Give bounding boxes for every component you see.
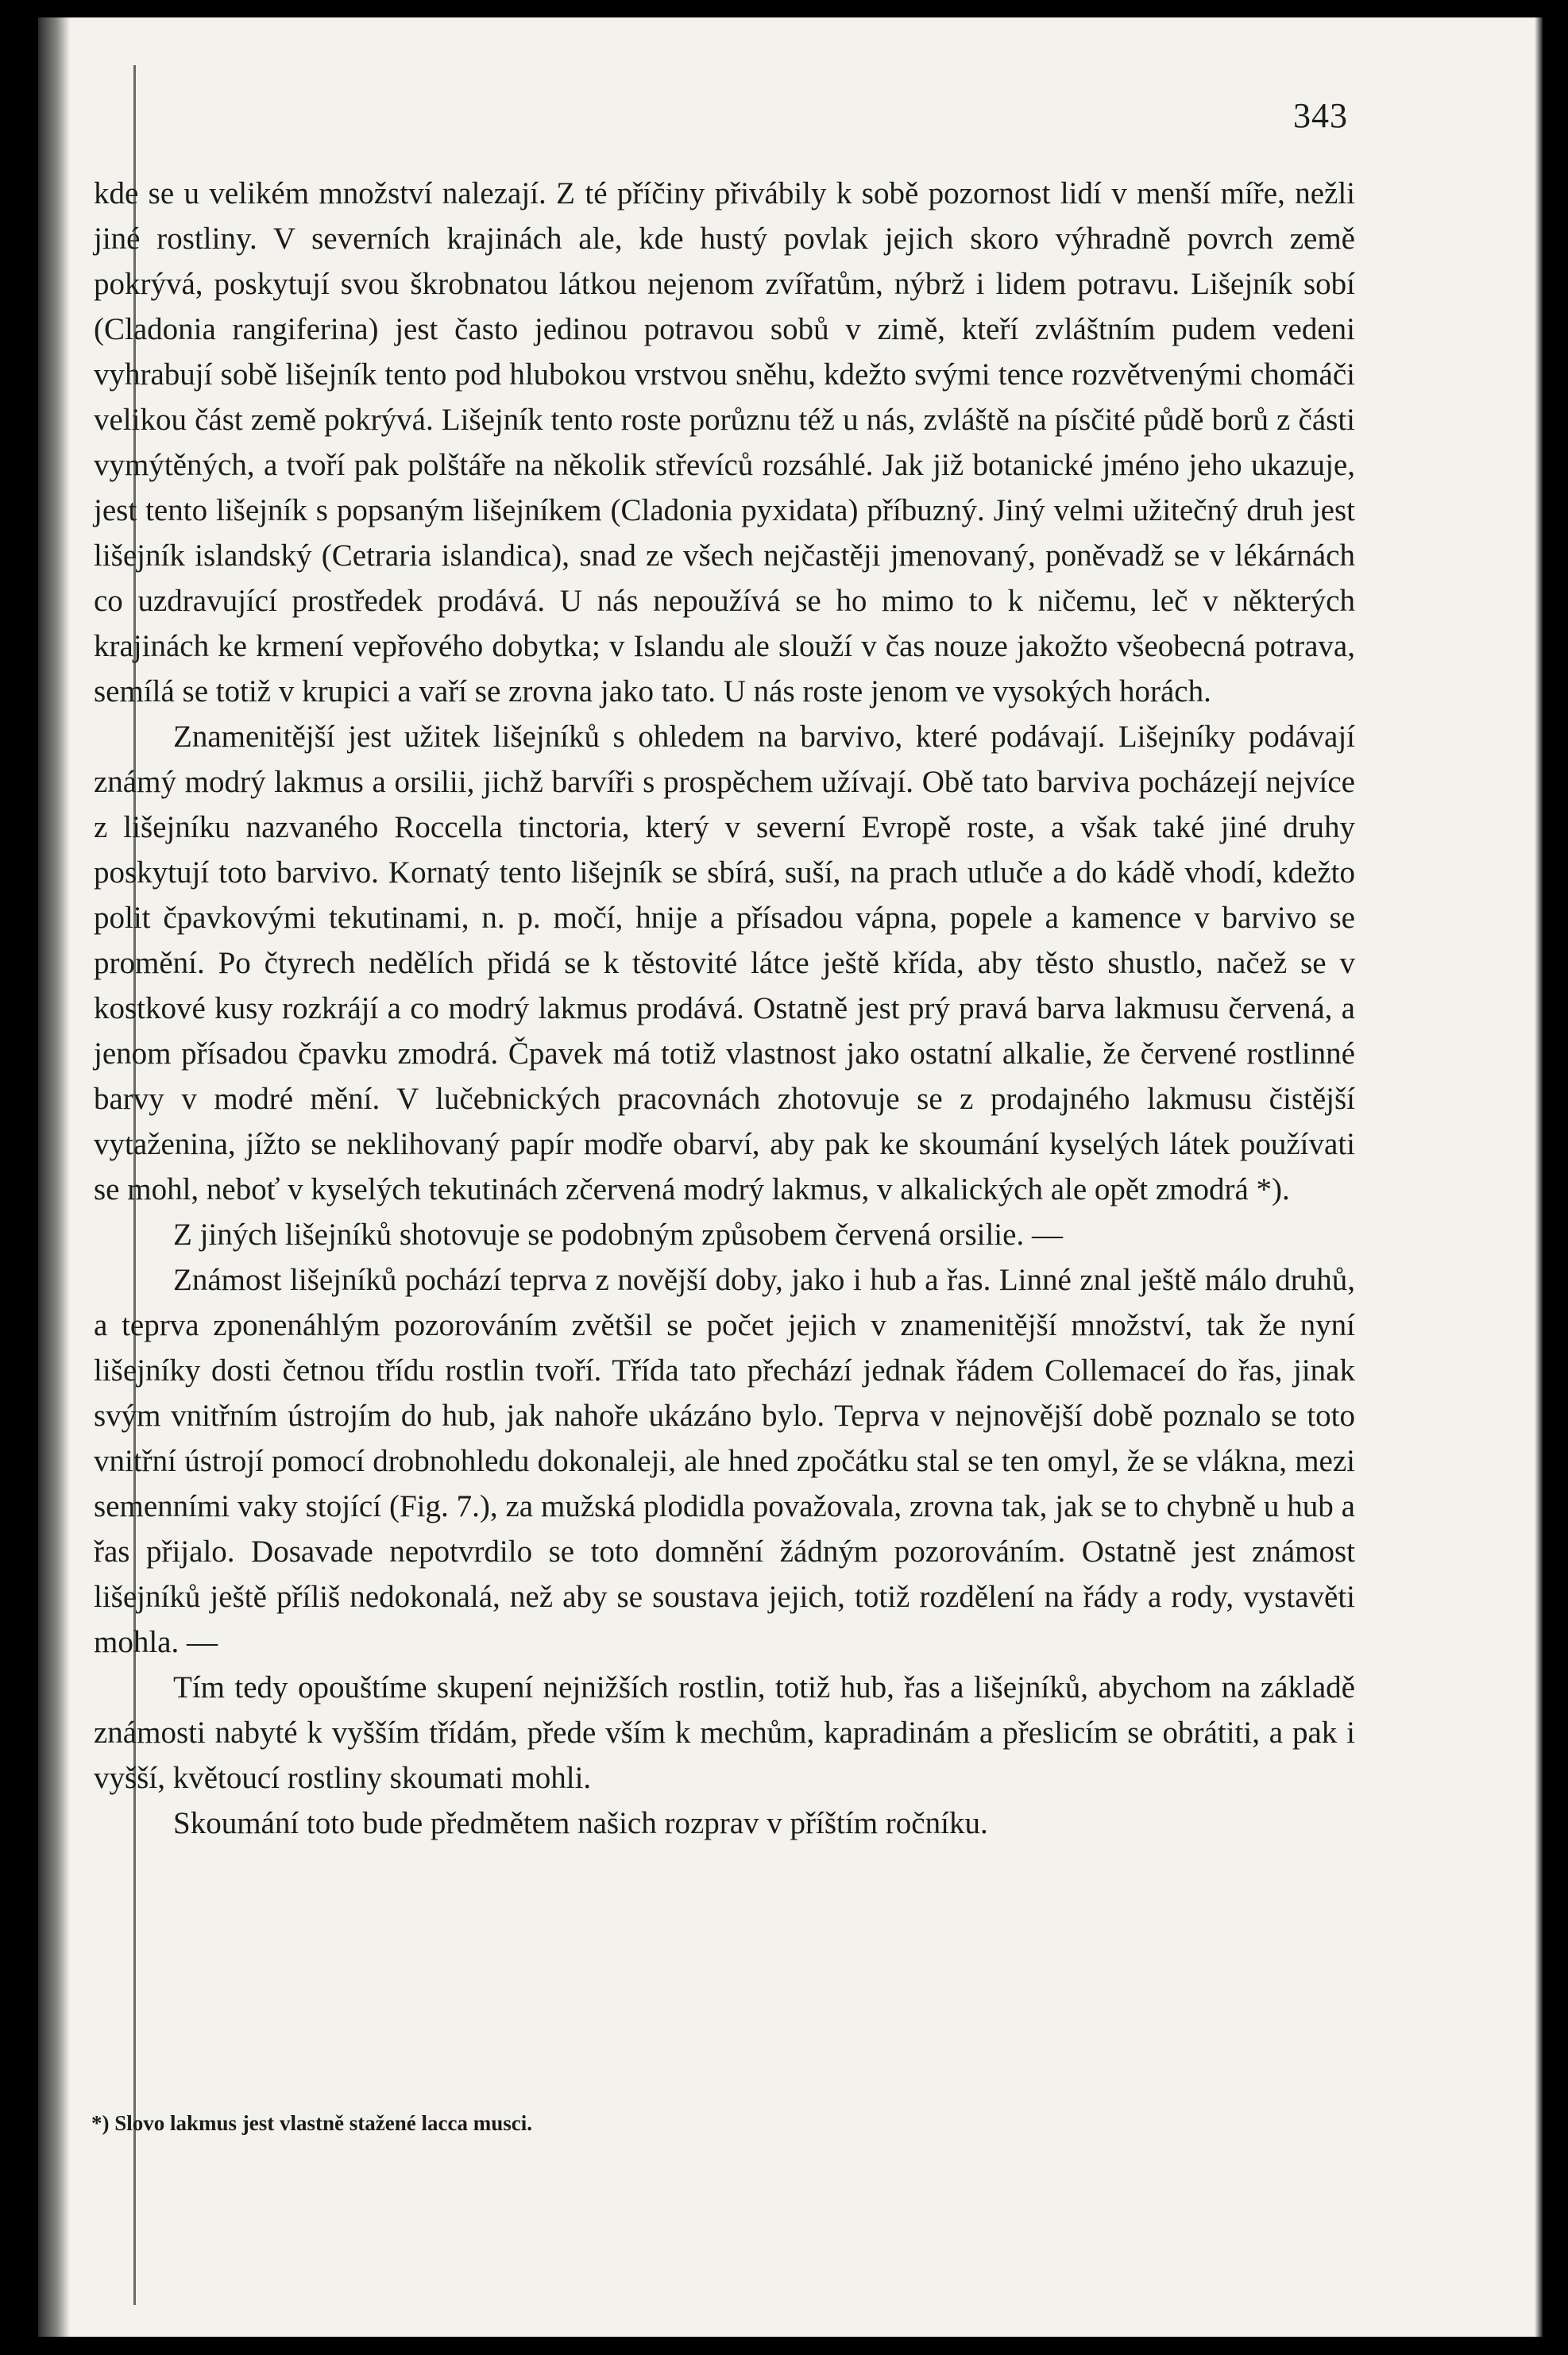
paragraph-dyes: Znamenitější jest užitek lišejníků s ohledem na barvivo, které podávají. Lišejníky podávají známý modrý lakmus a orsilii, jichž barvíři s prospěchem užívají. Obě tato barviva pocházejí nejvíce z lišejníku nazvaného Roccella tinctoria, který v severní Evropě roste, a však také jiné druhy poskytují toto barvivo. Kornatý tento lišejník se sbírá, suší, na prach utluče a do kádě vhodí, kdežto polit čpavkovými tekutinami, n. p. močí, hnije a přísadou vápna, popele a kamence v barvivo se promění. Po čtyrech nedělích přidá se k těstovité látce ještě křída, aby těsto shustlo, načež se v kostkové kusy rozkrájí a co modrý lakmus prodává. Ostatně jest prý pravá barva lakmusu červená, a jenom přísadou čpavku zmodrá. Čpavek má totiž vlastnost jako ostatní alkalie, že červené rostlinné barvy v modré mění. V lučebnických pracovnách zhotovuje se z prodajného lakmusu čistější vytaženina, jížto se neklihovaný papír modře obarví, aby pak ke skoumání kyselých látek používati se mohl, neboť v kyselých tekutinách zčervená modrý lakmus, v alkalických ale opět zmodrá *). <box>94 720 1355 1206</box>
binding-shadow <box>38 17 70 2337</box>
paragraph-knowledge: Známost lišejníků pochází teprva z novější doby, jako i hub a řas. Linné znal ještě málo druhů, a teprva zponenáhlým pozorováním zvětšil se počet jejich v znamenitější množství, tak že nyní lišejníky dosti četnou třídu rostlin tvoří. Třída tato přechází jednak řádem Collemaceí do řas, jinak svým vnitřním ústrojím do hub, jak nahoře ukázáno bylo. Teprva v nejnovější době poznalo se toto vnitřní ústrojí pomocí drobnohledu dokonaleji, ale hned zpočátku stal se ten omyl, že se vlákna, mezi semenními vaky stojící (Fig. 7.), za mužská plodidla považovala, zrovna tak, jak se to chybně u hub a řas přijalo. Dosavade nepotvrdilo se toto domnění žádným pozorováním. Ostatně jest známost lišejníků ještě příliš nedokonalá, než aby se soustava jejich, totiž rozdělení na řády a rody, vystavěti mohla. — <box>94 1263 1355 1659</box>
paragraph-transition: Tím tedy opouštíme skupení nejnižších rostlin, totiž hub, řas a lišejníků, abychom na základě známosti nabyté k vyšším třídám, přede vším k mechům, kapradinám a přeslicím se obrátiti, a pak i vyšší, květoucí rostliny skoumati mohli. <box>94 1670 1355 1795</box>
page-number: 343 <box>1293 96 1348 135</box>
body-text <box>94 171 1355 1846</box>
paragraph-lichens-food: kde se u velikém množství nalezají. Z té příčiny přivábily k sobě pozornost lidí v menší míře, nežli jiné rostliny. V severních krajinách ale, kde hustý povlak jejich skoro výhradně povrch země pokrývá, poskytují svou škrobnatou látkou nejenom zvířatům, nýbrž i lidem potravu. Lišejník sobí (Cladonia rangiferina) jest často jedinou potravou sobů v zimě, kteří zvláštním pudem vedeni vyhrabují sobě lišejník tento pod hlubokou vrstvou sněhu, kdežto svými tence rozvětvenými chomáči velikou část země pokrývá. Lišejník tento roste porůznu též u nás, zvláště na písčité půdě borů z části vymýtěných, a tvoří pak polštáře na několik střevíců rozsáhlé. Jak již botanické jméno jeho ukazuje, jest tento lišejník s popsaným lišejníkem (Cladonia pyxidata) příbuzný. Jiný velmi užitečný druh jest lišejník islandský (Cetraria islandica), snad ze všech nejčastěji jmenovaný, poněvadž se v lékárnách co uzdravující prostředek prodává. U nás nepoužívá se ho mimo to k ničemu, leč v některých krajinách ke krmení vepřového dobytka; v Islandu ale slouží v čas nouze jakožto všeobecná potrava, semílá se totiž v krupici a vaří se zrovna jako tato. U nás roste jenom ve vysokých horách. <box>94 176 1355 708</box>
paragraph-closing: Skoumání toto bude předmětem našich rozprav v příštím ročníku. <box>173 1806 988 1840</box>
footnote: *) Slovo lakmus jest vlastně stažené lacca musci. <box>91 2111 532 2135</box>
page-edge <box>1535 17 1543 2337</box>
paragraph-orsilie: Z jiných lišejníků shotovuje se podobným způsobem červená orsilie. — <box>173 1218 1063 1252</box>
